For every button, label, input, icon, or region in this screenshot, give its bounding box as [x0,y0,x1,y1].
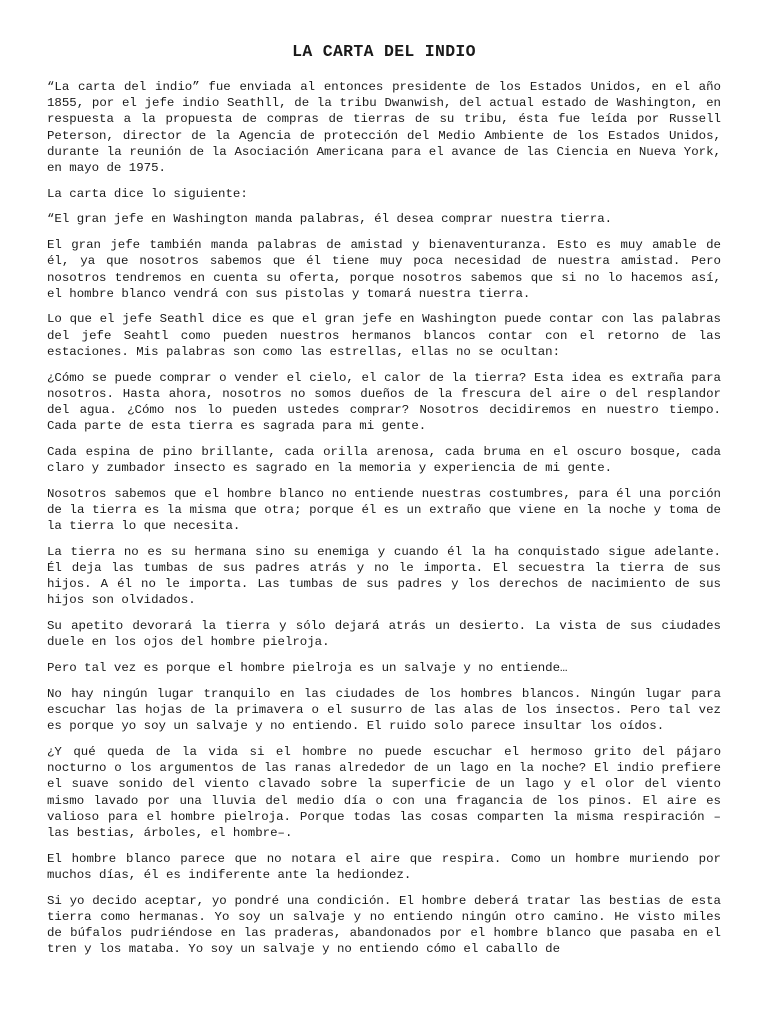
paragraph: ¿Cómo se puede comprar o vender el cielo, el calor de la tierra? Esta idea es extraña para nosotros. Hasta ahora, nosotros no somos dueños de la frescura del aire o del resplandor del agua. ¿Cómo nos lo pueden ustedes comprar? Nosotros decidiremos en nuestro tiempo. Cada parte de esta tierra es sagrada para mi gente. [47,370,721,434]
paragraph: El hombre blanco parece que no notara el aire que respira. Como un hombre muriendo por muchos días, él es indiferente ante la hediondez. [47,851,721,882]
paragraph-letter-intro: La carta dice lo siguiente: [47,186,248,201]
paragraph: No hay ningún lugar tranquilo en las ciudades de los hombres blancos. Ningún lugar para escuchar las hojas de la primavera o el susurro de las alas de los insectos. Pero tal vez es porque yo soy un salvaje y no entiendo. El ruido solo parece insultar los oídos. [47,686,721,734]
document-page [47,0,721,1024]
document-title: LA CARTA DEL INDIO [292,42,476,61]
paragraph: Su apetito devorará la tierra y sólo dejará atrás un desierto. La vista de sus ciudades duele en los ojos del hombre pielroja. [47,619,721,650]
paragraph: ¿Y qué queda de la vida si el hombre no puede escuchar el hermoso grito del pájaro nocturno o los argumentos de las ranas alrededor de un lago en la noche? El indio prefiere el suave sonido del viento clavado sobre la superficie de un lago y el olor del viento mismo lavado por una lluvia del medio día o con una fragancia de los pinos. El aire es valioso para el hombre pielroja. Porque todas las cosas comparten la misma respiración –las bestias, árboles, el hombre–. [47,744,721,840]
paragraph-intro: “La carta del indio” fue enviada al entonces presidente de los Estados Unidos, en el año 1855, por el jefe indio Seathll, de la tribu Dwanwish, del actual estado de Washington, en respuesta a la propuesta de compras de tierras de su tribu, ésta fue leída por Russell Peterson, director de la Agencia de protección del Medio Ambiente de los Estados Unidos, durante la reunión de la Asociación Americana para el avance de las Ciencia en Nueva York, en mayo de 1975. [47,80,721,176]
paragraph: Cada espina de pino brillante, cada orilla arenosa, cada bruma en el oscuro bosque, cada claro y zumbador insecto es sagrado en la memoria y experiencia de mi gente. [47,444,721,476]
paragraph: Nosotros sabemos que el hombre blanco no entiende nuestras costumbres, para él una porción de la tierra es la misma que otra; porque él es un extraño que viene en la noche y toma de la tierra lo que necesita. [47,486,721,534]
paragraph-truncated: Si yo decido aceptar, yo pondré una condición. El hombre deberá tratar las bestias de esta tierra como hermanas. Yo soy un salvaje y no entiendo ningún otro camino. He visto miles de búfalos pudriéndose en las praderas, abandonados por el hombre blanco que pasaba en el tren y los mataba. Yo soy un salvaje y no entiendo cómo el caballo de [47,893,721,957]
paragraph: “El gran jefe en Washington manda palabras, él desea comprar nuestra tierra. [47,212,613,227]
paragraph: Pero tal vez es porque el hombre pielroja es un salvaje y no entiende… [47,661,568,676]
paragraph: La tierra no es su hermana sino su enemiga y cuando él la ha conquistado sigue adelante. Él deja las tumbas de sus padres atrás y no le importa. El secuestra la tierra de sus hijos. A él no le importa. Las tumbas de sus padres y los derechos de nacimiento de sus hijos son olvidados. [47,544,721,608]
paragraph: Lo que el jefe Seathl dice es que el gran jefe en Washington puede contar con las palabras del jefe Seahtl como pueden nuestros hermanos blancos contar con el retorno de las estaciones. Mis palabras son como las estrellas, ellas no se ocultan: [47,312,721,359]
paragraph: El gran jefe también manda palabras de amistad y bienaventuranza. Esto es muy amable de él, ya que nosotros sabemos que él tiene muy poca necesidad de nuestra amistad. Pero nosotros tendremos en cuenta su oferta, porque nosotros sabemos que si no lo hacemos así, el hombre blanco vendrá con sus pistolas y tomará nuestra tierra. [47,238,721,301]
